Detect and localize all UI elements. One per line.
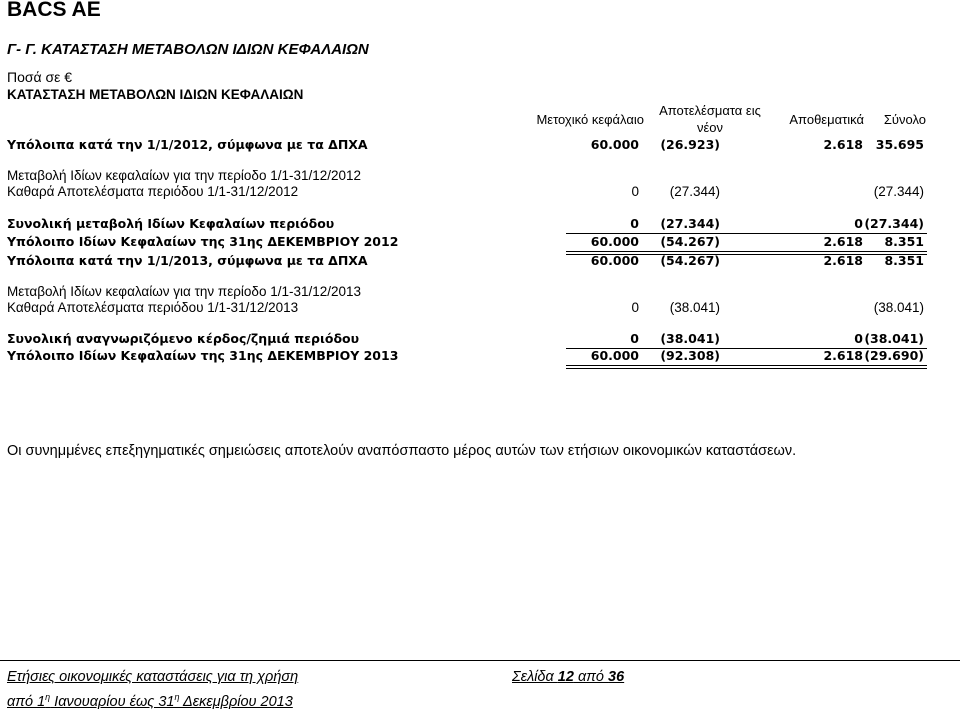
row-net-result-2013 — [7, 300, 927, 317]
col-reserves: Αποθεματικά — [789, 112, 864, 127]
statement-title: ΚΑΤΑΣΤΑΣΗ ΜΕΤΑΒΟΛΩΝ ΙΔΙΩΝ ΚΕΦΑΛΑΙΩΝ — [7, 87, 304, 102]
cell-share-capital: 0 — [631, 300, 639, 315]
cell-total: (29.690) — [864, 348, 924, 363]
cell-total: (27.344) — [864, 216, 924, 231]
cell-reserves: 2.618 — [823, 234, 863, 249]
cell-total: (38.041) — [864, 331, 924, 346]
amounts-note: Ποσά σε € — [7, 69, 73, 85]
cell-total: (38.041) — [873, 300, 924, 315]
cell-retained-earnings: (54.267) — [660, 253, 720, 268]
page-total: 36 — [608, 669, 625, 685]
page-middle: από — [573, 669, 609, 685]
cell-retained-earnings: (38.041) — [660, 331, 720, 346]
cell-reserves: 2.618 — [823, 253, 863, 268]
footer-period-to: Ιανουαρίου έως 31 — [50, 693, 175, 710]
row-label: Υπόλοιπο Ιδίων Κεφαλαίων της 31ης ΔΕΚΕΜΒΡΙΟΥ 2013 — [7, 348, 399, 363]
cell-share-capital: 0 — [631, 184, 639, 199]
row-equity-31-12-2013 — [7, 348, 927, 365]
cell-total: (27.344) — [873, 184, 924, 199]
footer-report-title: Ετήσιες οικονομικές καταστάσεις για τη χρήση — [7, 669, 299, 685]
row-label: Συνολική αναγνωριζόμενο κέρδος/ζημιά περιόδου — [7, 331, 360, 346]
row-label: Υπόλοιπα κατά την 1/1/2012, σύμφωνα με τα ΔΠΧΑ — [7, 137, 368, 152]
col-total: Σύνολο — [883, 112, 926, 127]
cell-retained-earnings: (54.267) — [660, 234, 720, 249]
cell-reserves: 2.618 — [823, 348, 863, 363]
row-balance-1-1-2012 — [7, 137, 927, 154]
row-label: Μεταβολή Ιδίων κεφαλαίων για την περίοδο 1/1-31/12/2012 — [7, 168, 362, 183]
row-equity-31-12-2012 — [7, 234, 927, 251]
footer-sup-1: η — [45, 692, 51, 702]
cell-share-capital: 60.000 — [590, 348, 639, 363]
footer-divider — [0, 660, 960, 661]
row-equity-change-heading-2013 — [7, 284, 927, 301]
page-current: 12 — [557, 669, 574, 685]
cell-reserves: 2.618 — [823, 137, 863, 152]
col-retained-earnings-line1: Αποτελέσματα εις — [659, 103, 761, 118]
row-label: Συνολική μεταβολή Ιδίων Κεφαλαίων περιόδου — [7, 216, 335, 231]
cell-share-capital: 60.000 — [590, 234, 639, 249]
page-prefix: Σελίδα — [512, 669, 558, 685]
row-label: Καθαρά Αποτελέσματα περιόδου 1/1-31/12/2012 — [7, 184, 299, 199]
footer-page-number — [512, 669, 624, 685]
cell-share-capital: 60.000 — [590, 253, 639, 268]
col-share-capital: Μετοχικό κεφάλαιο — [536, 112, 644, 127]
cell-retained-earnings: (92.308) — [660, 348, 720, 363]
section-title: Γ- Γ. ΚΑΤΑΣΤΑΣΗ ΜΕΤΑΒΟΛΩΝ ΙΔΙΩΝ ΚΕΦΑΛΑΙΩΝ — [7, 41, 369, 58]
cell-retained-earnings: (27.344) — [660, 216, 720, 231]
cell-reserves: 0 — [854, 331, 863, 346]
row-equity-change-heading-2012 — [7, 168, 927, 185]
cell-total: 35.695 — [875, 137, 924, 152]
footer-period — [7, 692, 293, 710]
row-balance-1-1-2013 — [7, 253, 927, 270]
row-net-result-2012 — [7, 184, 927, 201]
cell-share-capital: 60.000 — [590, 137, 639, 152]
double-underline — [566, 365, 927, 369]
footer-sup-2: η — [174, 692, 180, 702]
row-label: Υπόλοιπα κατά την 1/1/2013, σύμφωνα με τα ΔΠΧΑ — [7, 253, 368, 268]
explanatory-note: Οι συνημμένες επεξηγηματικές σημειώσεις αποτελούν αναπόσπαστο μέρος αυτών των ετήσιων οικονομικών καταστάσεων. — [7, 443, 797, 459]
row-label: Μεταβολή Ιδίων κεφαλαίων για την περίοδο 1/1-31/12/2013 — [7, 284, 362, 299]
footer-period-end: Δεκεμβρίου 2013 — [179, 693, 293, 710]
cell-share-capital: 0 — [630, 331, 639, 346]
cell-retained-earnings: (38.041) — [669, 300, 720, 315]
cell-total: 8.351 — [884, 234, 924, 249]
cell-retained-earnings: (27.344) — [669, 184, 720, 199]
row-label: Υπόλοιπο Ιδίων Κεφαλαίων της 31ης ΔΕΚΕΜΒΡΙΟΥ 2012 — [7, 234, 399, 249]
cell-reserves: 0 — [854, 216, 863, 231]
row-total-change-2012 — [7, 216, 927, 233]
col-retained-earnings-line2: νέον — [696, 120, 724, 135]
cell-share-capital: 0 — [630, 216, 639, 231]
cell-total: 8.351 — [884, 253, 924, 268]
footer-period-from: από 1 — [7, 693, 46, 710]
cell-retained-earnings: (26.923) — [660, 137, 720, 152]
company-name: BACS AE — [7, 0, 101, 21]
row-total-comprehensive-2013 — [7, 331, 927, 348]
row-label: Καθαρά Αποτελέσματα περιόδου 1/1-31/12/2013 — [7, 300, 299, 315]
